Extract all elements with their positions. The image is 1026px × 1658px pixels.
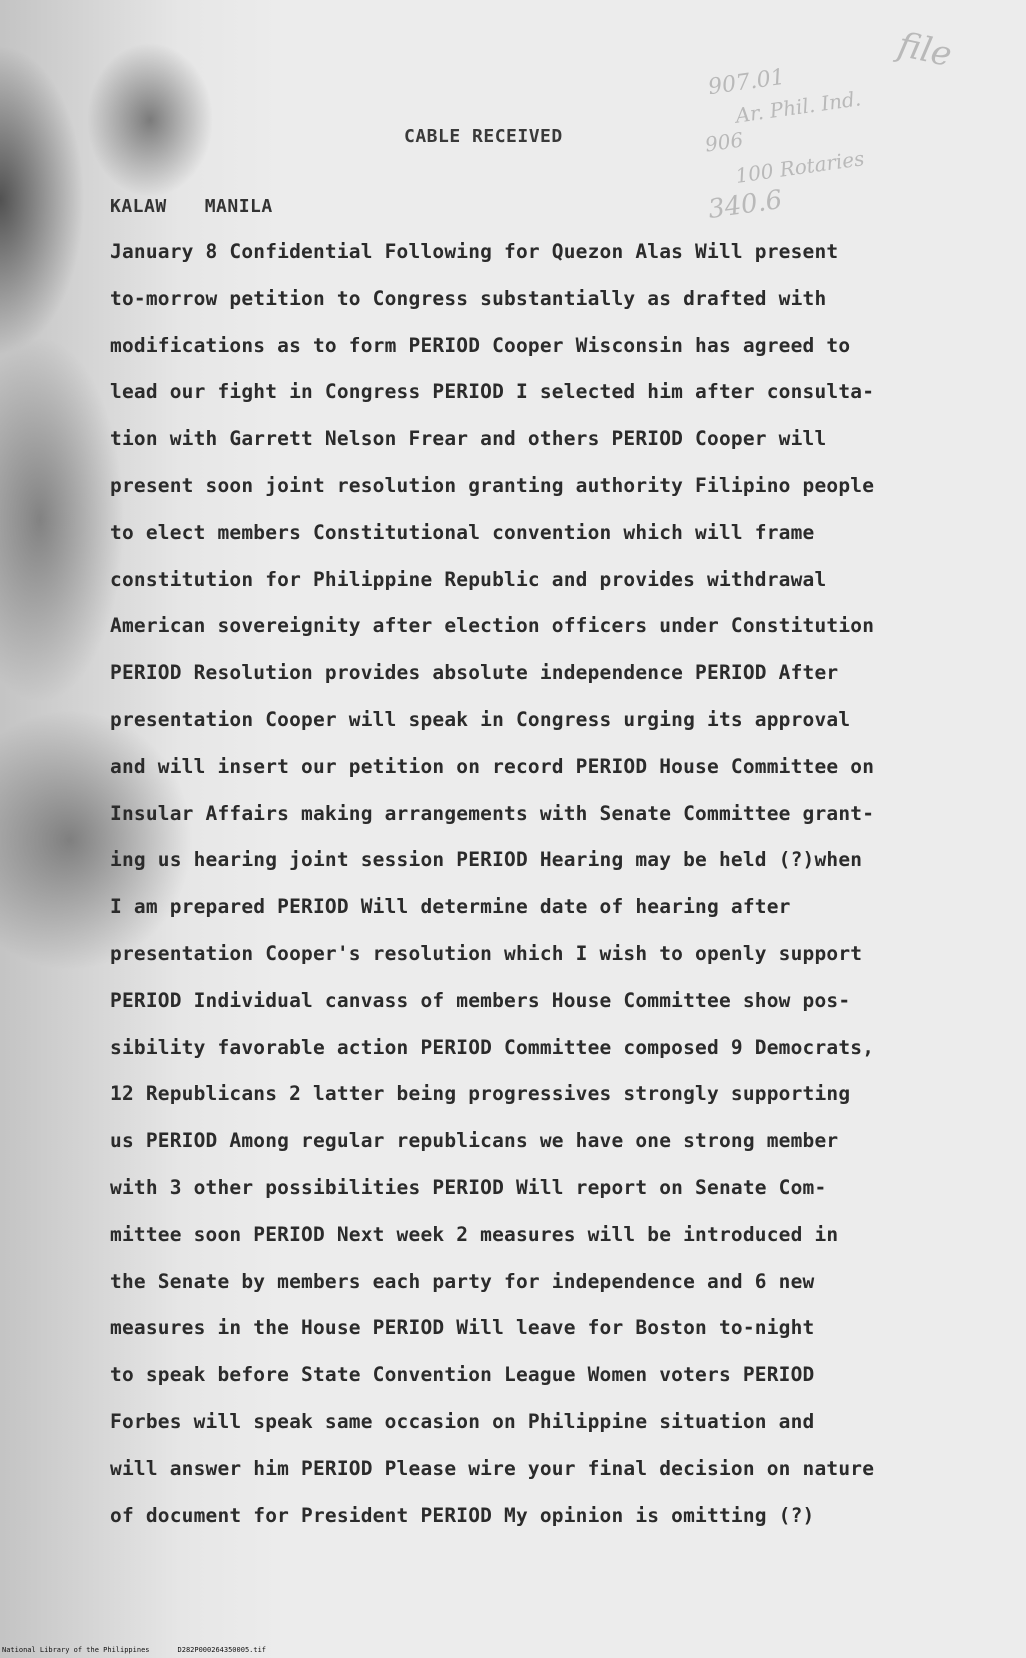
scan-footer bbox=[2, 1646, 266, 1654]
body-line: to speak before State Convention League Women voters PERIOD bbox=[110, 1363, 815, 1387]
body-line: measures in the House PERIOD Will leave for Boston to-night bbox=[110, 1316, 815, 1340]
body-line: PERIOD Resolution provides absolute independence PERIOD After bbox=[110, 661, 839, 685]
body-line: mittee soon PERIOD Next week 2 measures will be introduced in bbox=[110, 1222, 839, 1246]
body-line: tion with Garrett Nelson Frear and others PERIOD Cooper will bbox=[110, 427, 827, 451]
body-line: and will insert our petition on record PERIOD House Committee on bbox=[110, 754, 875, 778]
body-line: present soon joint resolution granting authority Filipino people bbox=[110, 473, 875, 497]
body-line: with 3 other possibilities PERIOD Will report on Senate Com- bbox=[110, 1175, 827, 1199]
file-id-label: D282P000264350005.tif bbox=[177, 1646, 267, 1654]
body-line: the Senate by members each party for independence and 6 new bbox=[110, 1269, 815, 1293]
handwritten-note-line: 340.6 bbox=[706, 184, 785, 226]
handwritten-note-line: 907.01 bbox=[706, 64, 787, 101]
cable-address bbox=[110, 196, 273, 217]
handwritten-note-line: 906 bbox=[703, 127, 745, 157]
handwritten-note-line: Ar. Phil. Ind. bbox=[733, 86, 863, 128]
recipient-name: KALAW bbox=[110, 196, 167, 217]
recipient-city: MANILA bbox=[204, 196, 273, 217]
body-line: lead our fight in Congress PERIOD I selected him after consulta- bbox=[110, 380, 875, 404]
body-line: January 8 Confidential Following for Quezon Alas Will present bbox=[110, 240, 839, 263]
handwritten-note-line: 100 Rotaries bbox=[733, 146, 866, 188]
cable-heading: CABLE RECEIVED bbox=[404, 126, 563, 147]
body-line: PERIOD Individual canvass of members House Committee show pos- bbox=[110, 988, 851, 1012]
body-line: presentation Cooper will speak in Congress urging its approval bbox=[110, 707, 851, 731]
body-line: American sovereignity after election officers under Constitution bbox=[110, 614, 875, 638]
body-line: sibility favorable action PERIOD Committee composed 9 Democrats, bbox=[110, 1035, 875, 1059]
body-line: 12 Republicans 2 latter being progressives strongly supporting bbox=[110, 1082, 851, 1106]
body-line: to-morrow petition to Congress substantially as drafted with bbox=[110, 286, 827, 310]
body-line: presentation Cooper's resolution which I wish to openly support bbox=[110, 941, 863, 965]
body-line: Insular Affairs making arrangements with Senate Committee grant- bbox=[110, 801, 875, 825]
body-line: will answer him PERIOD Please wire your final decision on nature bbox=[110, 1456, 875, 1480]
handwritten-file-mark: file bbox=[894, 24, 956, 76]
body-line: modifications as to form PERIOD Cooper Wisconsin has agreed to bbox=[110, 333, 851, 357]
body-line: to elect members Constitutional convention which will frame bbox=[110, 520, 815, 544]
library-label: National Library of the Philippines bbox=[2, 1646, 150, 1654]
body-line: constitution for Philippine Republic and provides withdrawal bbox=[110, 567, 827, 591]
body-line: ing us hearing joint session PERIOD Hearing may be held (?)when bbox=[110, 848, 863, 872]
cable-body bbox=[110, 240, 1010, 1550]
body-line: I am prepared PERIOD Will determine date of hearing after bbox=[110, 895, 791, 919]
body-line: of document for President PERIOD My opinion is omitting (?) bbox=[110, 1503, 815, 1527]
body-line: Forbes will speak same occasion on Philippine situation and bbox=[110, 1409, 815, 1433]
body-line: us PERIOD Among regular republicans we have one strong member bbox=[110, 1129, 839, 1153]
